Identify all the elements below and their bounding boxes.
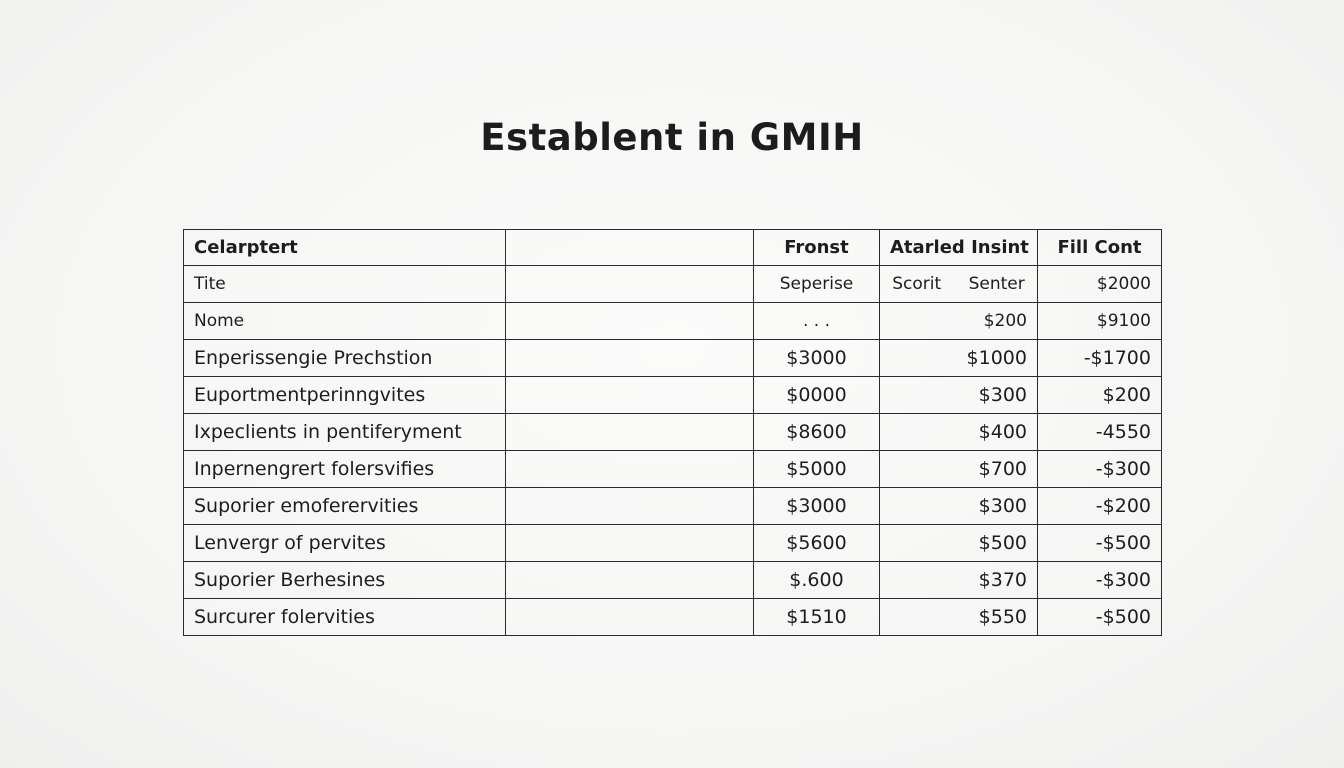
table-cell: $9100 [1038, 303, 1162, 340]
table-row [184, 303, 1162, 340]
table-cell: $3000 [754, 488, 880, 525]
table-cell [506, 303, 754, 340]
table-cell: -$200 [1038, 488, 1162, 525]
table-row [184, 340, 1162, 377]
table-cell: Tite [184, 266, 506, 303]
column-header: Fill Cont [1038, 230, 1162, 266]
table-cell: Seperise [754, 266, 880, 303]
table-cell: $.600 [754, 562, 880, 599]
table-cell: Suporier Berhesines [184, 562, 506, 599]
table-cell: -$300 [1038, 562, 1162, 599]
table-cell: Euportmentperinngvites [184, 377, 506, 414]
table-cell: $1000 [880, 340, 1038, 377]
table-row [184, 266, 1162, 303]
table-cell: Suporier emoferervities [184, 488, 506, 525]
table-cell: $700 [880, 451, 1038, 488]
table-cell: Inpernengrert folersvifies [184, 451, 506, 488]
table-cell: . . . [754, 303, 880, 340]
table-cell [506, 525, 754, 562]
table-cell: Lenvergr of pervites [184, 525, 506, 562]
table-row [184, 562, 1162, 599]
table-row [184, 525, 1162, 562]
table-cell: -$1700 [1038, 340, 1162, 377]
table-cell: $8600 [754, 414, 880, 451]
table-cell: $5600 [754, 525, 880, 562]
table-cell: Enperissengie Prechstion [184, 340, 506, 377]
table-row [184, 488, 1162, 525]
table-cell: $0000 [754, 377, 880, 414]
table-cell: $370 [880, 562, 1038, 599]
table-cell [506, 266, 754, 303]
table-cell [506, 414, 754, 451]
table-cell: -4550 [1038, 414, 1162, 451]
table-cell: $2000 [1038, 266, 1162, 303]
table-cell: Surcurer folervities [184, 599, 506, 636]
table-row [184, 414, 1162, 451]
table-cell [506, 562, 754, 599]
column-header: Celarptert [184, 230, 506, 266]
table-cell: $200 [1038, 377, 1162, 414]
table-cell: $200 [880, 303, 1038, 340]
table-row [184, 451, 1162, 488]
table-row [184, 377, 1162, 414]
column-header: Fronst [754, 230, 880, 266]
table-cell: -$500 [1038, 599, 1162, 636]
table-cell: $550 [880, 599, 1038, 636]
table-cell [506, 340, 754, 377]
table-cell: $3000 [754, 340, 880, 377]
table-cell: $300 [880, 488, 1038, 525]
table-cell: Ixpeclients in pentiferyment [184, 414, 506, 451]
data-table [183, 229, 1162, 636]
table-cell: $300 [880, 377, 1038, 414]
table-cell [506, 377, 754, 414]
table-cell [506, 488, 754, 525]
table-row [184, 599, 1162, 636]
page-title: Establent in GMIH [480, 116, 864, 159]
table-cell [506, 599, 754, 636]
table-header-row [184, 230, 1162, 266]
table-cell: -$300 [1038, 451, 1162, 488]
table-cell: Nome [184, 303, 506, 340]
table-cell: $400 [880, 414, 1038, 451]
column-header: Atarled Insint [880, 230, 1038, 266]
table-cell: $500 [880, 525, 1038, 562]
table-cell: Scorit Senter [880, 266, 1038, 303]
table-cell [506, 451, 754, 488]
column-header [506, 230, 754, 266]
table-cell: -$500 [1038, 525, 1162, 562]
table-cell: $1510 [754, 599, 880, 636]
table-cell: $5000 [754, 451, 880, 488]
